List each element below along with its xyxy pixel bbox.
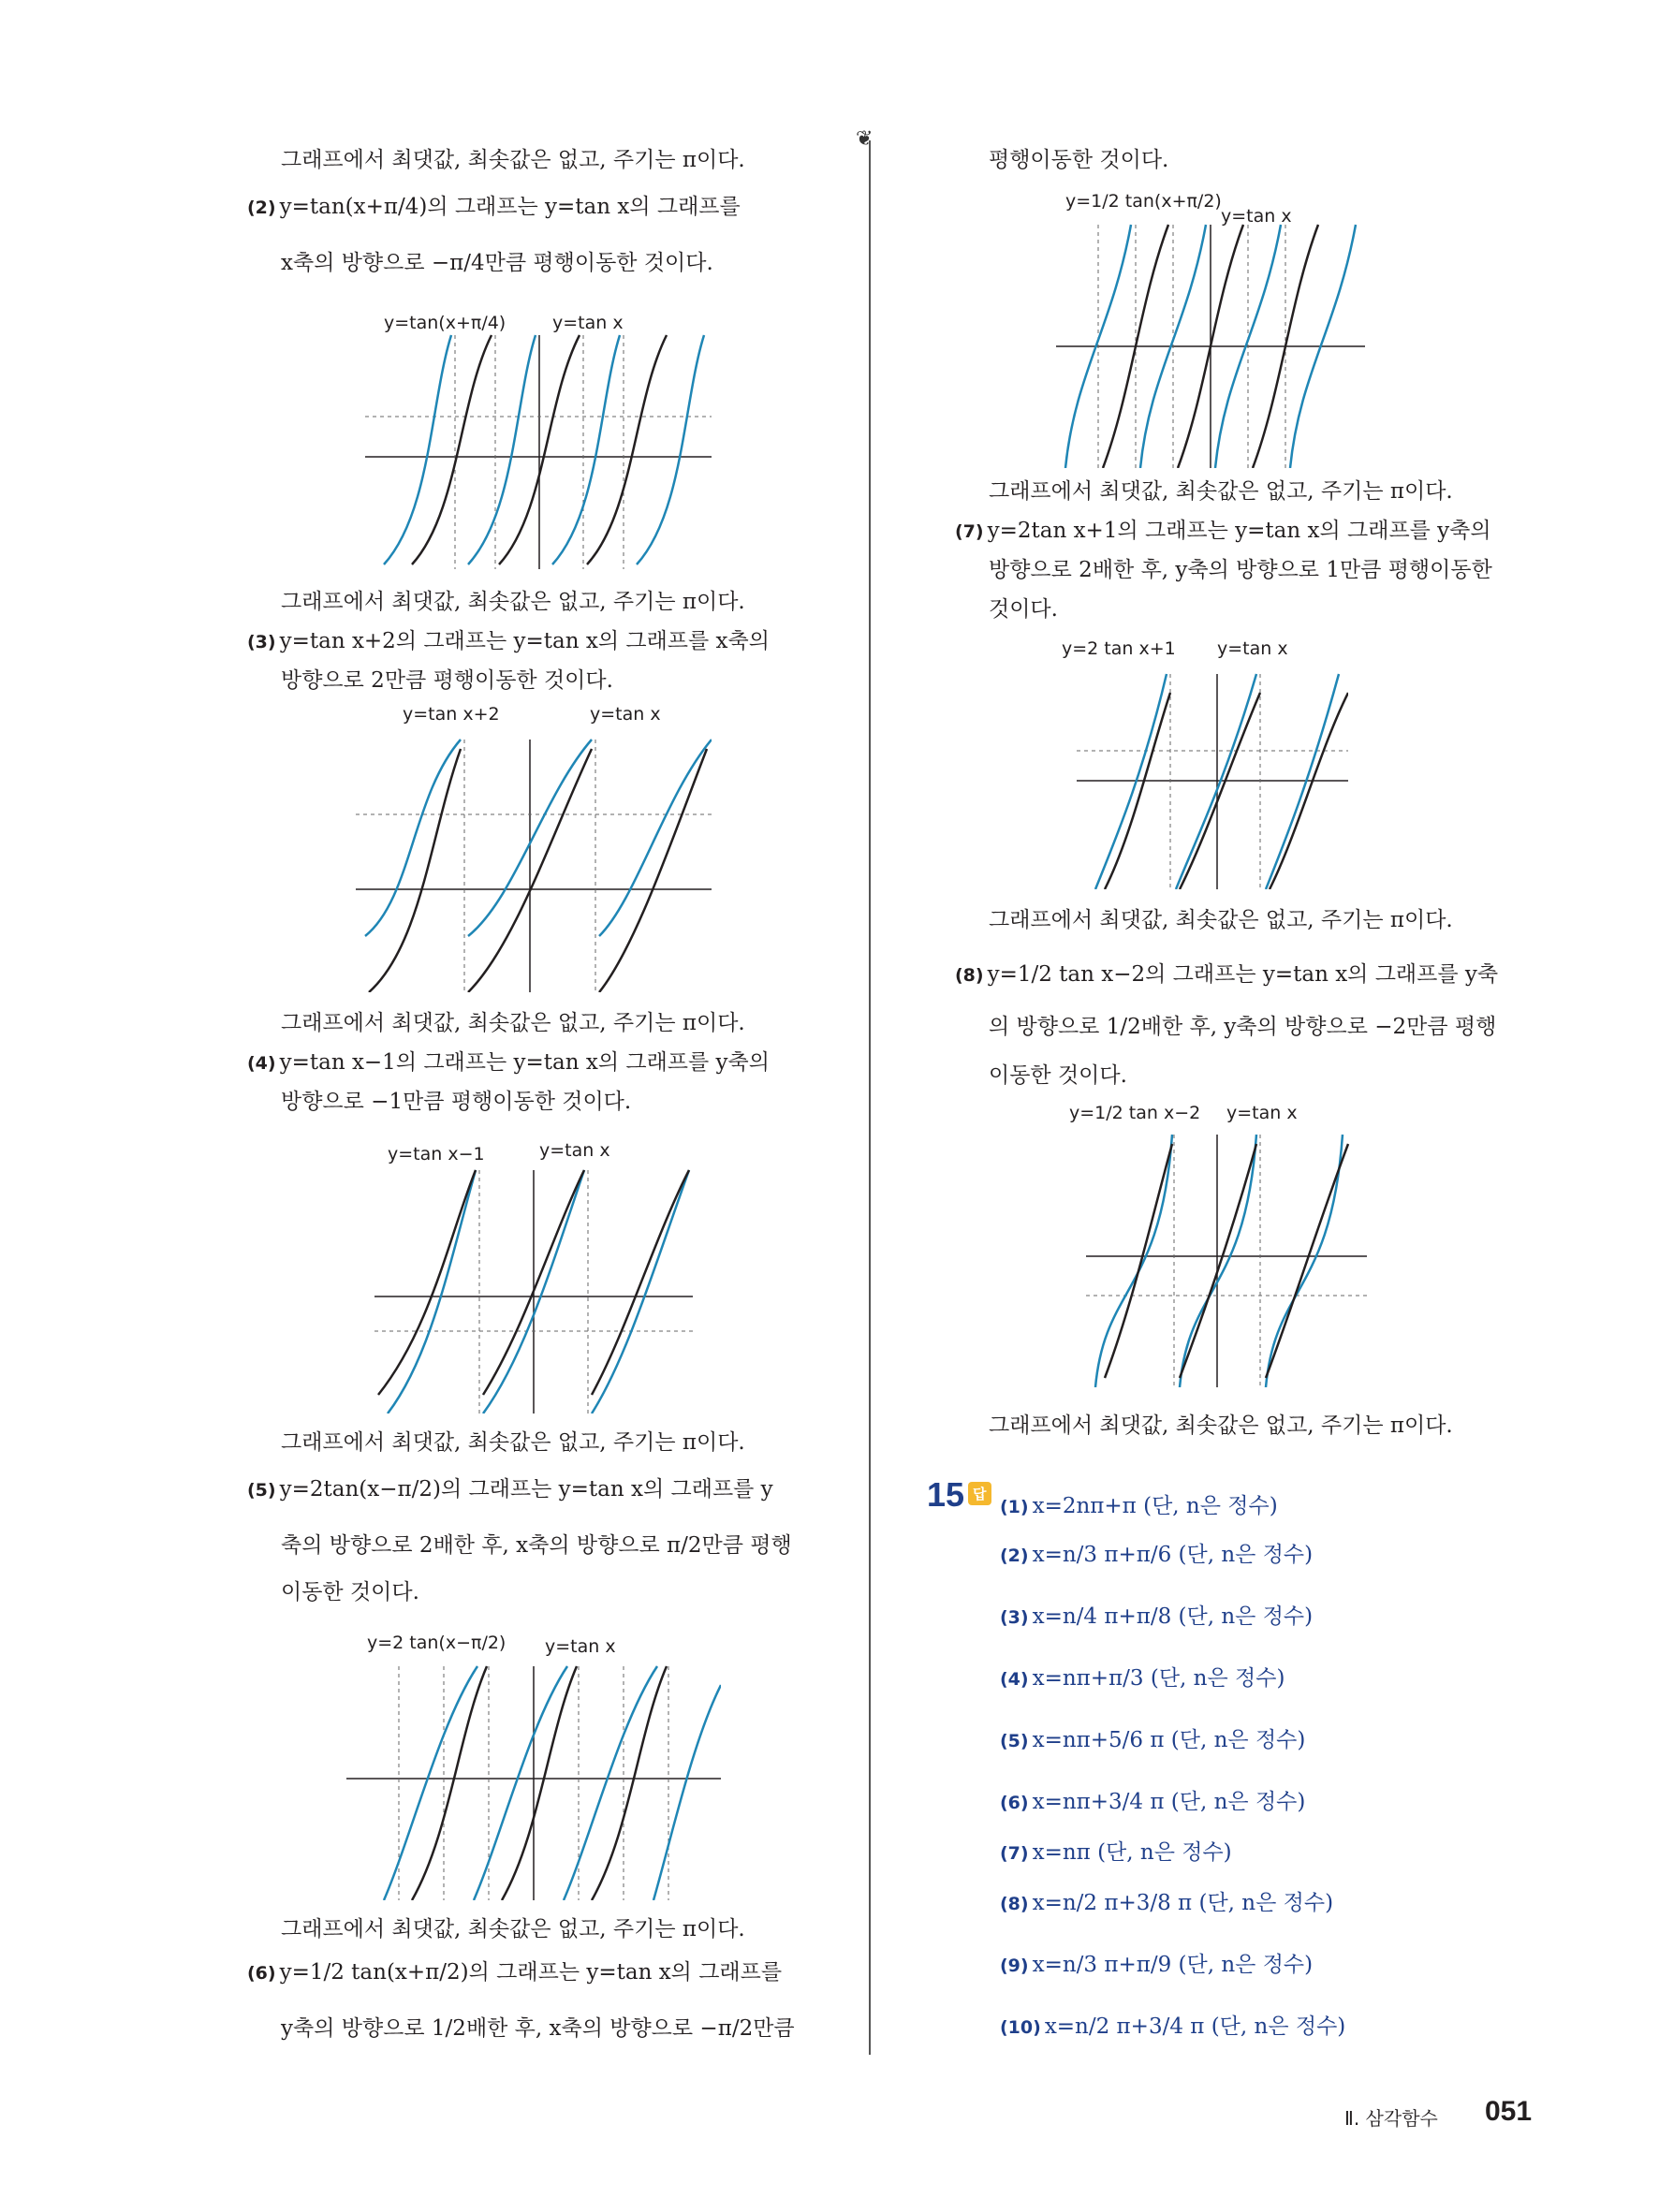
text-line: (3) y=tan x+2의 그래프는 y=tan x의 그래프를 x축의 <box>247 629 770 653</box>
answer-line: (2) x=n/3 π+π/6 (단, n은 정수) <box>1000 1543 1314 1567</box>
graph-2-label-blue: y=tan(x+π/4) <box>384 313 507 333</box>
text-line: 방향으로 −1만큼 평행이동한 것이다. <box>281 1090 632 1114</box>
text-line: (8) y=1/2 tan x−2의 그래프는 y=tan x의 그래프를 y축 <box>955 962 1499 987</box>
text-line: (2) y=tan(x+π/4)의 그래프는 y=tan x의 그래프를 <box>247 195 741 219</box>
answer-line: (8) x=n/2 π+3/8 π (단, n은 정수) <box>1000 1891 1334 1915</box>
graph-4-label-black: y=tan x <box>539 1140 610 1161</box>
graph-3 <box>356 704 712 992</box>
text-line: 그래프에서 최댓값, 최솟값은 없고, 주기는 π이다. <box>281 1430 745 1455</box>
graph-8 <box>1069 1103 1367 1387</box>
text-line: 평행이동한 것이다. <box>989 148 1169 172</box>
text-line: 축의 방향으로 2배한 후, x축의 방향으로 π/2만큼 평행 <box>281 1533 792 1558</box>
text-line: 그래프에서 최댓값, 최솟값은 없고, 주기는 π이다. <box>989 479 1453 504</box>
graph-6 <box>1056 187 1365 468</box>
text-line: 방향으로 2배한 후, y축의 방향으로 1만큼 평행이동한 <box>989 558 1492 582</box>
graph-8-label-blue: y=1/2 tan x−2 <box>1069 1103 1201 1123</box>
answer-line: (1) x=2nπ+π (단, n은 정수) <box>1000 1494 1278 1518</box>
answer-line: (6) x=nπ+3/4 π (단, n은 정수) <box>1000 1790 1306 1814</box>
graph-7-svg <box>1077 637 1348 889</box>
text-line: 이동한 것이다. <box>281 1580 419 1604</box>
graph-5-label-blue: y=2 tan(x−π/2) <box>367 1633 507 1653</box>
text-line: x축의 방향으로 −π/4만큼 평행이동한 것이다. <box>281 251 713 275</box>
graph-2 <box>365 298 712 569</box>
graph-6-svg <box>1056 187 1365 468</box>
answer-line: (4) x=nπ+π/3 (단, n은 정수) <box>1000 1666 1285 1691</box>
answer-line: (10) x=n/2 π+3/4 π (단, n은 정수) <box>1000 2014 1346 2039</box>
graph-3-svg <box>356 711 712 992</box>
text-line: 것이다. <box>989 597 1058 622</box>
text-line: 의 방향으로 1/2배한 후, y축의 방향으로 −2만큼 평행 <box>989 1015 1497 1039</box>
graph-4-svg <box>374 1133 693 1414</box>
graph-6-label-black: y=tan x <box>1221 206 1292 227</box>
graph-4-label-blue: y=tan x−1 <box>388 1144 485 1165</box>
graph-7 <box>1062 637 1348 889</box>
graph-7-label-black: y=tan x <box>1217 638 1288 659</box>
graph-8-label-black: y=tan x <box>1226 1103 1298 1123</box>
answer-line: (7) x=nπ (단, n은 정수) <box>1000 1840 1232 1865</box>
graph-6-label-blue: y=1/2 tan(x+π/2) <box>1065 191 1222 212</box>
answer-line: (5) x=nπ+5/6 π (단, n은 정수) <box>1000 1728 1306 1752</box>
footer-section-title: Ⅱ. 삼각함수 <box>1344 2107 1438 2130</box>
column-divider <box>869 140 871 2055</box>
graph-2-svg <box>365 298 712 569</box>
graph-3-label-blue: y=tan x+2 <box>403 704 500 725</box>
problem-number: 15 <box>927 1475 965 1514</box>
answer-badge: 답 <box>968 1482 991 1505</box>
text-line: (5) y=2tan(x−π/2)의 그래프는 y=tan x의 그래프를 y <box>247 1477 773 1502</box>
footer-page-number: 051 <box>1485 2096 1533 2127</box>
text-line: 그래프에서 최댓값, 최솟값은 없고, 주기는 π이다. <box>281 1011 745 1035</box>
text-line: y축의 방향으로 1/2배한 후, x축의 방향으로 −π/2만큼 <box>281 2016 795 2041</box>
text-line: (6) y=1/2 tan(x+π/2)의 그래프는 y=tan x의 그래프를 <box>247 1960 783 1985</box>
text-line: 방향으로 2만큼 평행이동한 것이다. <box>281 668 613 693</box>
graph-2-label-black: y=tan x <box>552 313 624 333</box>
text-line: 그래프에서 최댓값, 최솟값은 없고, 주기는 π이다. <box>989 908 1453 932</box>
graph-5 <box>346 1629 721 1900</box>
graph-7-label-blue: y=2 tan x+1 <box>1062 638 1176 659</box>
graph-5-label-black: y=tan x <box>545 1636 616 1657</box>
graph-3-label-black: y=tan x <box>590 704 661 725</box>
divider-ornament-icon: ❦ <box>856 127 874 151</box>
text-line: 그래프에서 최댓값, 최솟값은 없고, 주기는 π이다. <box>281 148 745 172</box>
text-line: 그래프에서 최댓값, 최솟값은 없고, 주기는 π이다. <box>281 590 745 614</box>
text-line: 그래프에서 최댓값, 최솟값은 없고, 주기는 π이다. <box>989 1414 1453 1438</box>
answer-line: (3) x=n/4 π+π/8 (단, n은 정수) <box>1000 1604 1314 1629</box>
text-line: (7) y=2tan x+1의 그래프는 y=tan x의 그래프를 y축의 <box>955 519 1491 543</box>
answer-line: (9) x=n/3 π+π/9 (단, n은 정수) <box>1000 1953 1314 1977</box>
text-line: (4) y=tan x−1의 그래프는 y=tan x의 그래프를 y축의 <box>247 1050 770 1075</box>
text-line: 이동한 것이다. <box>989 1063 1127 1088</box>
graph-8-svg <box>1086 1106 1367 1387</box>
graph-5-svg <box>346 1629 721 1900</box>
graph-4 <box>374 1133 693 1414</box>
text-line: 그래프에서 최댓값, 최솟값은 없고, 주기는 π이다. <box>281 1917 745 1941</box>
